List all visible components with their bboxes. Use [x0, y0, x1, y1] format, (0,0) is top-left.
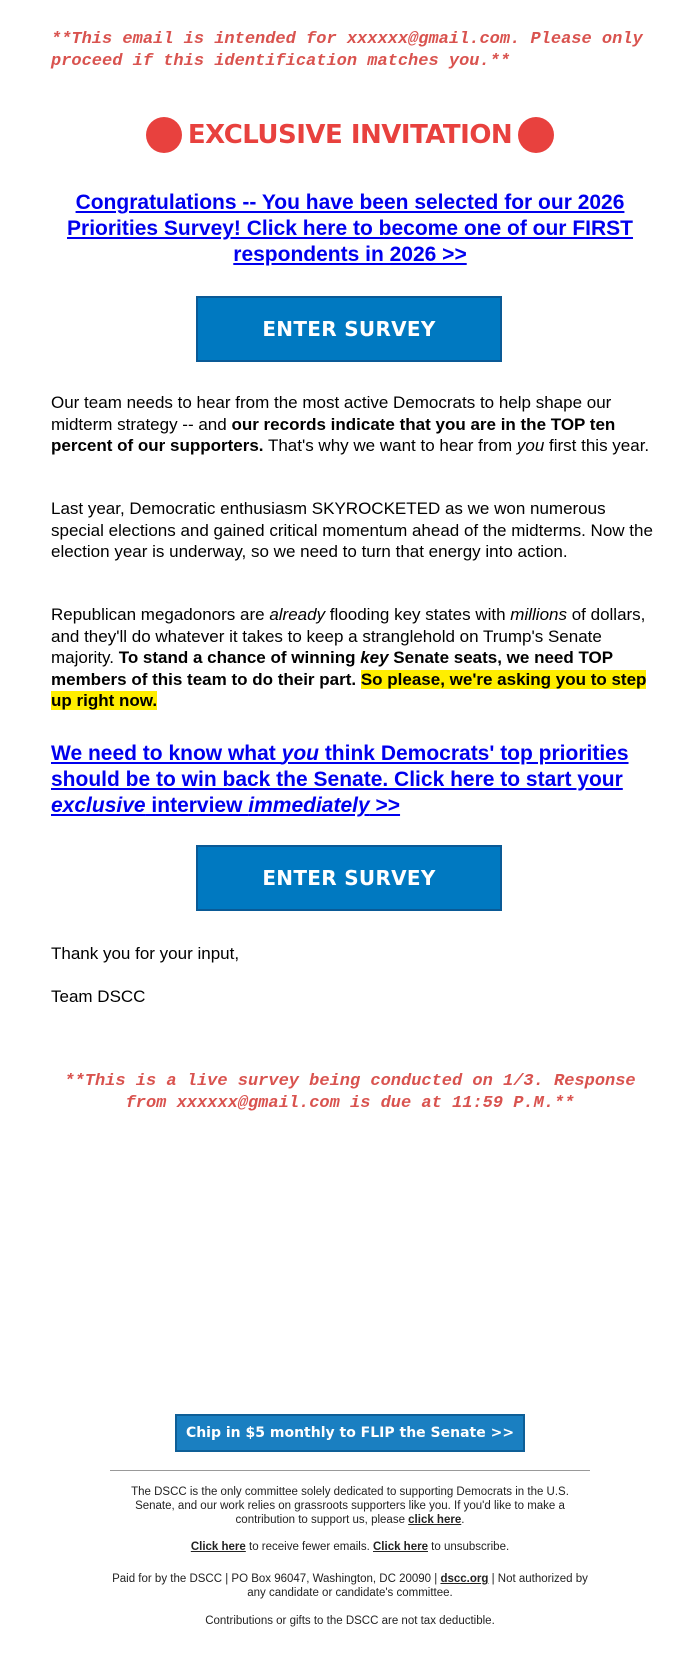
h2-italic: you — [281, 742, 319, 765]
enter-survey-button-bottom[interactable]: ENTER SURVEY — [196, 845, 502, 911]
p3-bold-italic: key — [360, 648, 389, 667]
h2-italic: immediately — [248, 794, 370, 817]
headline — [48, 190, 652, 268]
p3-text: of dollars, and they'll do whatever it takes to keep a stranglehold on Trump's Senate majority. — [51, 605, 646, 667]
contribute-link[interactable]: click here — [408, 1514, 462, 1526]
footer-tax-notice: Contributions or gifts to the DSCC are not tax deductible. — [205, 1615, 495, 1627]
survey-headline-link[interactable]: Congratulations -- You have been selected for our 2026 Priorities Survey! Click here to become one of our FIRST respondents in 2026 >> — [67, 191, 633, 266]
paid-for-end: | Not authorized by any candidate or candidate's committee. — [247, 1573, 588, 1599]
priorities-survey-link[interactable] — [51, 742, 629, 817]
h2-text: think Democrats' top priorities should be to win back the Senate. Click here to start your — [51, 742, 629, 791]
fewer-emails-link[interactable]: Click here — [190, 1541, 246, 1553]
p1-text: Our team needs to hear from the most active Democrats to help shape our midterm strategy -- and — [51, 393, 612, 434]
footer-about — [110, 1485, 590, 1527]
p1-text: first this year. — [544, 436, 650, 455]
unsubscribe-text: to unsubscribe. — [427, 1541, 510, 1553]
unsubscribe-link[interactable]: Click here — [373, 1541, 428, 1553]
h2-text: We need to know what — [51, 742, 282, 765]
paid-for-text: Paid for by the DSCC | PO Box 96047, Washington, DC 20090 | — [112, 1573, 441, 1585]
footer-divider — [110, 1470, 590, 1471]
p1-italic: you — [516, 436, 545, 455]
h2-text: >> — [369, 794, 401, 817]
p3-bold: Senate seats, we need TOP members of this team to do their part. — [51, 648, 613, 689]
red-dot-icon — [518, 117, 554, 153]
paragraph-megadonors — [51, 604, 653, 712]
footer-email-preferences — [110, 1540, 590, 1554]
priorities-headline — [51, 741, 656, 819]
p3-text: Republican megadonors are — [51, 605, 270, 624]
banner-text: EXCLUSIVE INVITATION — [187, 120, 513, 150]
thanks-line: Thank you for your input, — [51, 944, 240, 963]
p3-text: flooding key states with — [325, 605, 511, 624]
p3-bold: To stand a chance of winning — [118, 648, 361, 667]
enter-survey-button-top[interactable]: ENTER SURVEY — [196, 296, 502, 362]
p1-text: That's why we want to hear from — [263, 436, 517, 455]
dscc-site-link[interactable]: dscc.org — [440, 1573, 489, 1585]
paragraph-enthusiasm: Last year, Democratic enthusiasm SKYROCKETED as we won numerous special elections and gained critical momentum ahead of the midterms. Now the election year is underway, so we need to turn that energy into action. — [51, 499, 653, 561]
p3-italic: millions — [510, 605, 567, 624]
red-dot-icon — [146, 117, 182, 153]
footer-about-end: . — [461, 1514, 465, 1526]
h2-italic: exclusive — [51, 794, 146, 817]
p3-highlighted-ask: So please, we're asking you to step up right now. — [51, 669, 647, 710]
footer-paid-for — [110, 1572, 590, 1600]
p3-italic: already — [269, 605, 326, 624]
paragraph-top-supporters — [51, 392, 653, 457]
bottom-survey-notice: **This is a live survey being conducted on 1/3. Response from xxxxxx@gmail.com is due at 11:59 P.M.** — [64, 1072, 636, 1113]
fewer-emails-text: to receive fewer emails. — [245, 1541, 373, 1553]
h2-text: interview — [145, 794, 249, 817]
exclusive-invitation-banner — [0, 112, 700, 158]
top-identification-notice: **This email is intended for xxxxxx@gmail.com. Please only proceed if this identification matches you.** — [51, 30, 643, 71]
p1-bold: our records indicate that you are in the TOP ten percent of our supporters. — [51, 414, 616, 455]
chip-in-button[interactable]: Chip in $5 monthly to FLIP the Senate >> — [175, 1414, 525, 1452]
footer-about-text: The DSCC is the only committee solely dedicated to supporting Democrats in the U.S. Senate, and our work relies on grassroots supporters like you. If you'd like to make a contribution to support us, please — [131, 1486, 569, 1526]
signature: Team DSCC — [51, 987, 146, 1006]
